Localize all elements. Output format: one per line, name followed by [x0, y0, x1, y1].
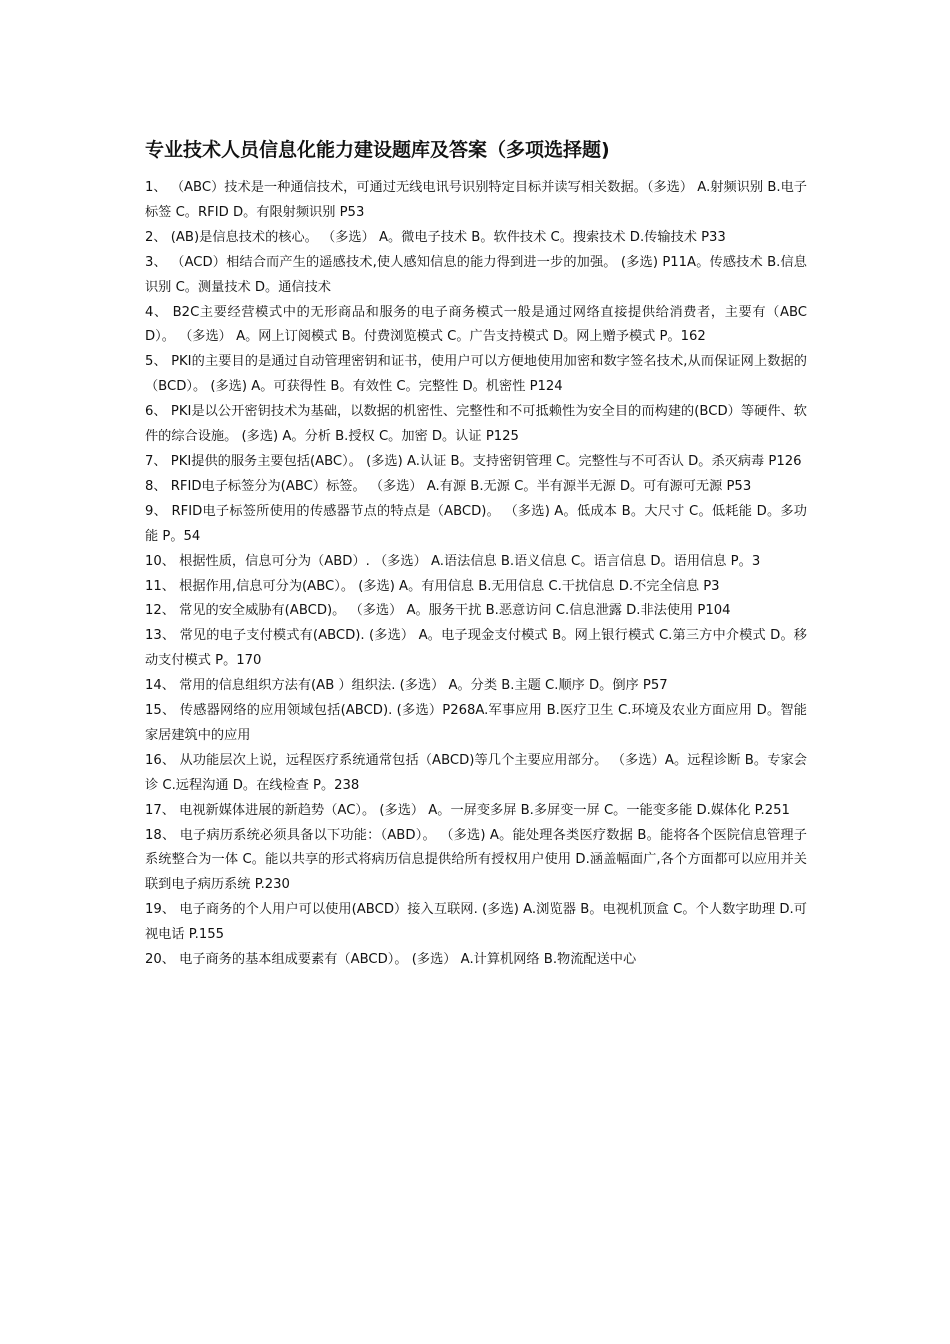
list-item: 20、 电子商务的基本组成要素有（ABCD）。 (多选） A.计算机网络 B.物流配送中心: [145, 952, 637, 968]
list-item: 3、 （ACD）相结合而产生的遥感技术,使人感知信息的能力得到进一步的加强。 (多选) P11A。传感技术 B.信息识别 C。测量技术 D。通信技术: [145, 254, 807, 295]
list-item: 2、 (AB)是信息技术的核心。 （多选） A。微电子技术 B。软件技术 C。搜索技术 D.传输技术 P33: [145, 229, 726, 245]
list-item: 1、 （ABC）技术是一种通信技术，可通过无线电讯号识别特定目标并读写相关数据。（多选） A.射频识别 B.电子标签 C。RFID D。有限射频识别 P53: [145, 180, 807, 220]
page-title: 专业技术人员信息化能力建设题库及答案（多项选择题): [145, 139, 610, 161]
list-item: 11、 根据作用,信息可分为(ABC）。 (多选) A。有用信息 B.无用信息 C.干扰信息 D.不完全信息 P3: [145, 578, 720, 594]
list-item: 13、 常见的电子支付模式有(ABCD). (多选） A。电子现金支付模式 B。网上银行模式 C.第三方中介模式 D。移动支付模式 P。170: [145, 628, 807, 669]
list-item: 5、 PKI的主要目的是通过自动管理密钥和证书，使用户可以方便地使用加密和数字签名技术,从而保证网上数据的（BCD）。 (多选) A。可获得性 B。有效性 C。完整性 D。机密性 P124: [145, 354, 807, 395]
list-item: 10、 根据性质，信息可分为（ABD）. （多选） A.语法信息 B.语义信息 C。语言信息 D。语用信息 P。3: [145, 553, 761, 569]
list-item: 9、 RFID电子标签所使用的传感器节点的特点是（ABCD)。 （多选) A。低成本 B。大尺寸 C。低耗能 D。多功能 P。54: [145, 503, 807, 544]
list-item: 8、 RFID电子标签分为(ABC）标签。 （多选） A.有源 B.无源 C。半有源半无源 D。可有源可无源 P53: [145, 478, 752, 494]
list-item: 17、 电视新媒体进展的新趋势（AC）。 (多选） A。一屏变多屏 B.多屏变一屏 C。一能变多能 D.媒体化 P.251: [145, 802, 790, 818]
list-item: 12、 常见的安全威胁有(ABCD)。 （多选） A。服务干扰 B.恶意访问 C.信息泄露 D.非法使用 P104: [145, 603, 731, 619]
list-item: 15、 传感器网络的应用领域包括(ABCD). (多选）P268A.军事应用 B.医疗卫生 C.环境及农业方面应用 D。智能家居建筑中的应用: [145, 703, 807, 743]
list-item: 19、 电子商务的个人用户可以使用(ABCD）接入互联网. (多选) A.浏览器 B。电视机顶盒 C。个人数字助理 D.可视电话 P.155: [145, 902, 807, 943]
list-item: 14、 常用的信息组织方法有(AB ）组织法. (多选） A。分类 B.主题 C.顺序 D。倒序 P57: [145, 678, 668, 694]
list-item: 7、 PKI提供的服务主要包括(ABC）。 (多选) A.认证 B。支持密钥管理 C。完整性与不可否认 D。杀灭病毒 P126: [145, 453, 802, 469]
question-list: [145, 176, 807, 973]
list-item: 6、 PKI是以公开密钥技术为基础，以数据的机密性、完整性和不可抵赖性为安全目的而构建的(BCD）等硬件、软件的综合设施。 (多选) A。分析 B.授权 C。加密 D。认证 P125: [145, 404, 807, 445]
list-item: 4、 B2C主要经营模式中的无形商品和服务的电子商务模式一般是通过网络直接提供给消费者，主要有（ABCD）。 （多选） A。网上订阅模式 B。付费浏览模式 C。广告支持模式 D。网上赠予模式 P。162: [145, 304, 807, 345]
list-item: 18、 电子病历系统必须具备以下功能：（ABD）。 （多选) A。能处理各类医疗数据 B。能将各个医院信息管理子系统整合为一体 C。能以共享的形式将病历信息提供给所有授权用户使用 D.涵盖幅面广,各个方面都可以应用并关联到电子病历系统 P.230: [145, 827, 807, 893]
list-item: 16、 从功能层次上说，远程医疗系统通常包括（ABCD)等几个主要应用部分。 （多选）A。远程诊断 B。专家会诊 C.远程沟通 D。在线检查 P。238: [145, 752, 807, 793]
